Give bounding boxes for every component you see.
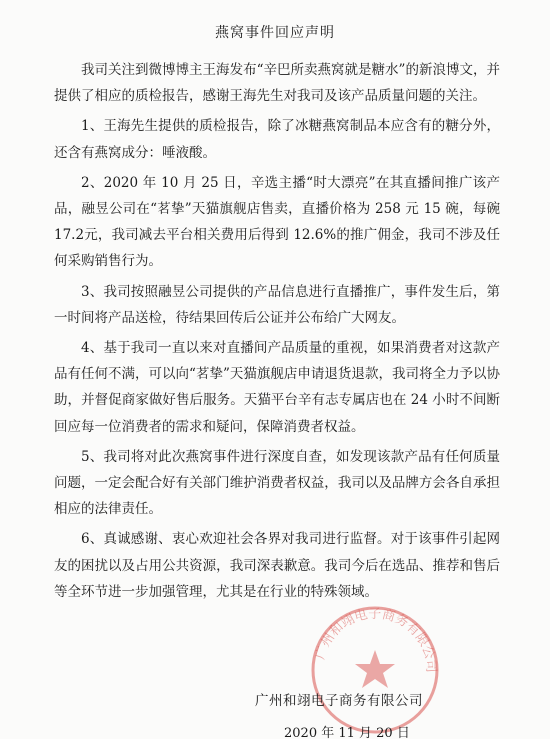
paragraph-item-5: 5、我司将对此次燕窝事件进行深度自查，如发现该款产品有任何质量问题，一定会配合好有关部门维护消费者权益，我司以及品牌方会各自承担相应的法律责任。 <box>54 448 500 518</box>
paragraph-item-6: 6、真诚感谢、衷心欢迎社会各界对我司进行监督。对于该事件引起网友的困扰以及占用公共资源，我司深表歉意。我司今后在选品、推荐和售后等全环节进一步加强管理，尤其是在行业的特殊领域。 <box>54 531 500 600</box>
paragraph-item-4: 4、基于我司一直以来对直播间产品质量的重视，如果消费者对这款产品有任何不满，可以向“茗挚”天猫旗舰店申请退货退款，我司将全力予以协助，并督促商家做好售后服务。天猫平台辛有志专属店也在 24 小时不间断回应每一位消费者的需求和疑问，保障消费者权益。 <box>54 340 500 435</box>
signature-company: 广州和翊电子商务有限公司 <box>255 693 423 709</box>
svg-text:广州和翊电子商务有限公司 <box>313 606 438 673</box>
document-title: 燕窝事件回应声明 <box>215 25 335 41</box>
paragraph-item-3: 3、我司按照融昱公司提供的产品信息进行直播推广，事件发生后，第一时间将产品送检，待结果回传后公证并公布给广大网友。 <box>54 283 500 326</box>
paragraph-item-2: 2、2020 年 10 月 25 日，辛选主播“时大漂亮”在其直播间推广该产品，融昱公司在“茗挚”天猫旗舰店售卖，直播价格为 258 元 15 碗，每碗 17.2元，我司减去平台相关费用后得到 12.6%的推广佣金，我司不涉及任何采购销售行为。 <box>54 174 500 270</box>
signature-date: 2020 年 11 月 20 日 <box>284 726 410 741</box>
company-seal <box>305 600 445 740</box>
paragraph-item-1: 1、王海先生提供的质检报告，除了冰糖燕窝制品本应含有的糖分外，还含有燕窝成分：唾液酸。 <box>54 118 500 161</box>
seal-text: 广州和翊电子商务有限公司 <box>313 606 439 674</box>
document-body <box>54 57 500 609</box>
paragraph-intro: 我司关注到微博博主王海发布“辛巴所卖燕窝就是糖水”的新浪博文，并提供了相应的质检报告，感谢王海先生对我司及该产品质量问题的关注。 <box>54 62 500 105</box>
